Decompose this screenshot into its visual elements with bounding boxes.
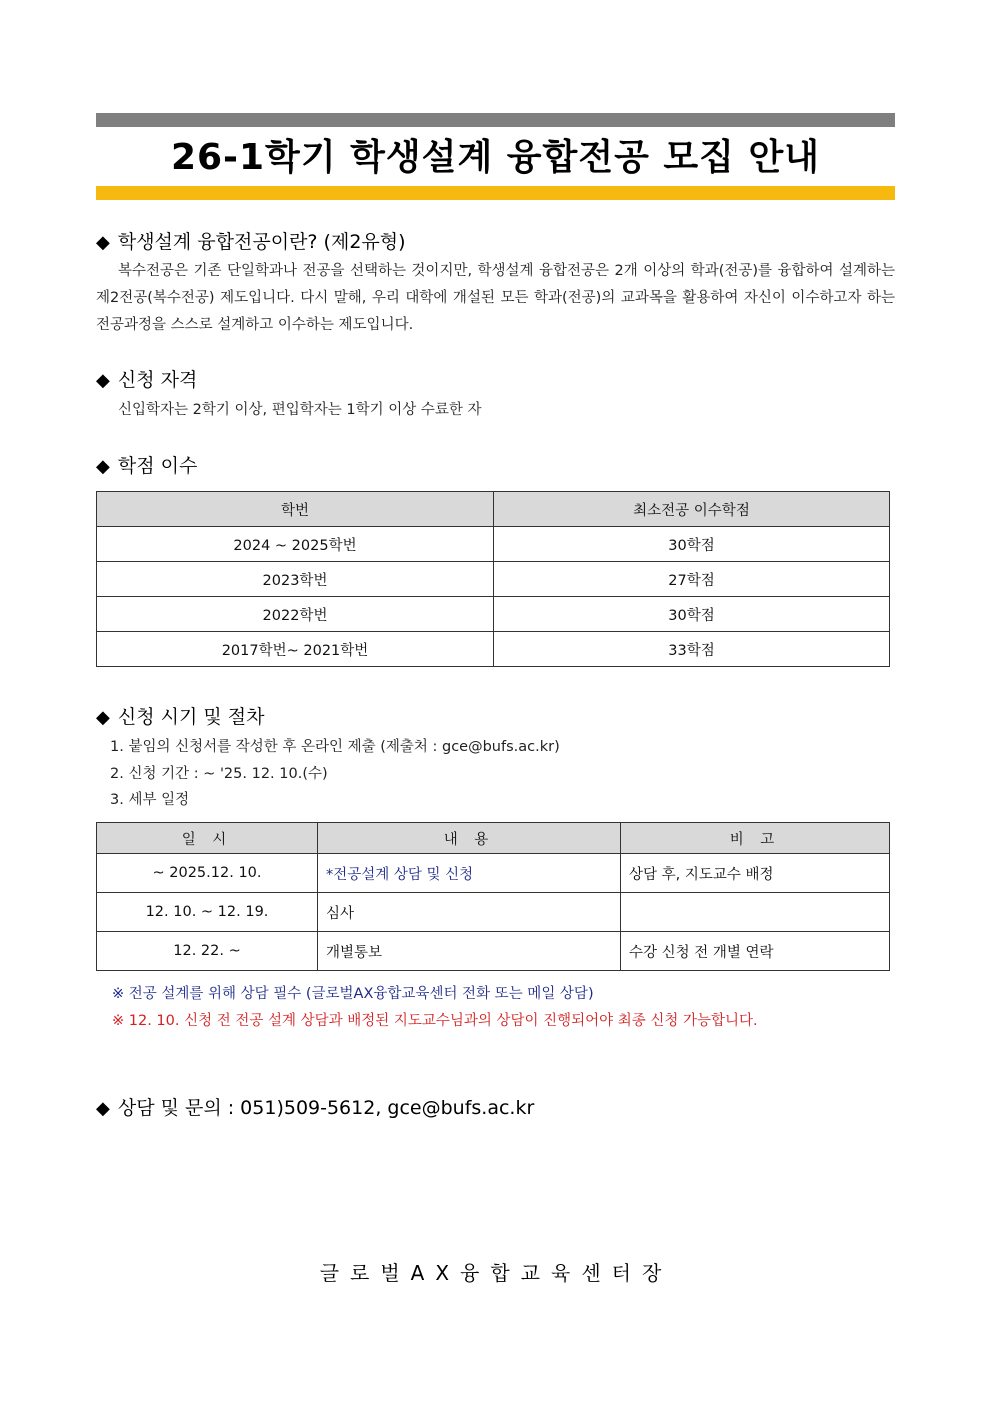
- diamond-icon: ◆: [96, 456, 110, 477]
- diamond-icon: ◆: [96, 232, 110, 253]
- section-heading-procedure: [96, 704, 264, 731]
- credits-cell-cohort: 2023학번: [97, 562, 494, 597]
- intro-body-text: 복수전공은 기존 단일학과나 전공을 선택하는 것이지만, 학생설계 융합전공은 2개 이상의 학과(전공)를 융합하여 설계하는 제2전공(복수전공) 제도입니다. 다시 말해, 우리 대학에 개설된 모든 학과(전공)의 교과목을 활용하여 자신이 이수하고자 하는 전공과정을 스스로 설계하고 이수하는 제도입니다.: [96, 263, 895, 333]
- diamond-icon: ◆: [96, 1098, 110, 1119]
- schedule-header-date: 일 시: [97, 823, 318, 854]
- contact-line: [96, 1094, 534, 1123]
- eligibility-heading-text: 신청 자격: [117, 369, 198, 391]
- diamond-icon: ◆: [96, 370, 110, 391]
- table-row: [97, 932, 890, 971]
- intro-heading-text: 학생설계 융합전공이란? (제2유형): [117, 231, 406, 253]
- section-heading-intro: [96, 229, 406, 256]
- credits-cell-cohort: 2017학번~ 2021학번: [97, 632, 494, 667]
- credits-cell-min: 27학점: [494, 562, 890, 597]
- credits-cell-cohort: 2022학번: [97, 597, 494, 632]
- procedure-step-2: 2. 신청 기간 : ~ '25. 12. 10.(수): [110, 766, 328, 782]
- table-row: [97, 597, 890, 632]
- schedule-cell-date: 12. 22. ~: [97, 932, 318, 971]
- table-row: [97, 632, 890, 667]
- credits-heading-text: 학점 이수: [117, 455, 198, 477]
- diamond-icon: ◆: [96, 707, 110, 728]
- schedule-note-warning: ※ 12. 10. 신청 전 전공 설계 상담과 배정된 지도교수님과의 상담이 진행되어야 최종 신청 가능합니다.: [112, 1013, 758, 1029]
- schedule-cell-date: ~ 2025.12. 10.: [97, 854, 318, 893]
- schedule-table: [96, 822, 890, 971]
- title-bottom-bar: [96, 186, 895, 200]
- table-row: [97, 527, 890, 562]
- schedule-cell-remarks: 수강 신청 전 개별 연락: [621, 932, 890, 971]
- credits-table: [96, 491, 890, 667]
- issuer-signature: 글로벌AX융합교육센터장: [319, 1261, 673, 1285]
- schedule-cell-content: *전공설계 상담 및 신청: [318, 854, 621, 893]
- credits-table-header: [97, 492, 890, 527]
- procedure-heading-text: 신청 시기 및 절차: [117, 706, 265, 728]
- schedule-cell-content: 심사: [318, 893, 621, 932]
- procedure-step-3: 3. 세부 일정: [110, 792, 190, 808]
- schedule-header-content: 내 용: [318, 823, 621, 854]
- schedule-cell-content: 개별통보: [318, 932, 621, 971]
- intro-paragraph: [96, 258, 895, 339]
- credits-cell-cohort: 2024 ~ 2025학번: [97, 527, 494, 562]
- table-row: [97, 893, 890, 932]
- schedule-header-remarks: 비 고: [621, 823, 890, 854]
- credits-cell-min: 30학점: [494, 527, 890, 562]
- schedule-cell-date: 12. 10. ~ 12. 19.: [97, 893, 318, 932]
- contact-text: 상담 및 문의 : 051)509-5612, gce@bufs.ac.kr: [117, 1097, 535, 1119]
- schedule-table-header: [97, 823, 890, 854]
- schedule-cell-remarks: 상담 후, 지도교수 배정: [621, 854, 890, 893]
- eligibility-body: 신입학자는 2학기 이상, 편입학자는 1학기 이상 수료한 자: [118, 402, 482, 418]
- title-top-bar: [96, 113, 895, 127]
- page-title: 26-1학기 학생설계 융합전공 모집 안내: [170, 137, 821, 178]
- schedule-note-consultation: ※ 전공 설계를 위해 상담 필수 (글로벌AX융합교육센터 전화 또는 메일 상담): [112, 986, 594, 1002]
- credits-cell-min: 30학점: [494, 597, 890, 632]
- section-heading-credits: [96, 453, 197, 480]
- schedule-cell-remarks: [621, 893, 890, 932]
- table-row: [97, 562, 890, 597]
- table-row: [97, 854, 890, 893]
- section-heading-eligibility: [96, 367, 197, 394]
- credits-header-min: 최소전공 이수학점: [494, 492, 890, 527]
- procedure-step-1: 1. 붙임의 신청서를 작성한 후 온라인 제출 (제출처 : gce@bufs.ac.kr): [110, 739, 560, 755]
- credits-cell-min: 33학점: [494, 632, 890, 667]
- credits-header-cohort: 학번: [97, 492, 494, 527]
